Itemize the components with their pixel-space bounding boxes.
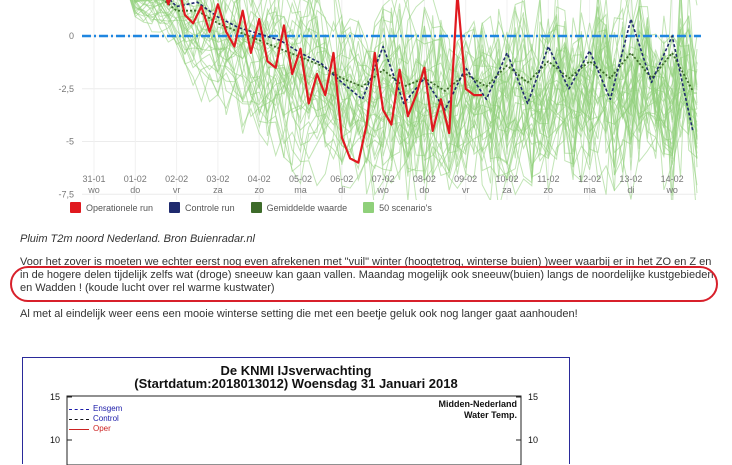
x-tick-date: 14-02 <box>660 174 684 184</box>
knmi-legend-oper-line <box>69 429 89 430</box>
y-tick-label: 0 <box>68 31 74 41</box>
x-tick-date: 05-02 <box>288 174 313 184</box>
x-tick-day: za <box>213 185 223 195</box>
knmi-location-region: Midden-Nederland <box>438 399 517 409</box>
paragraph-forecast: Voor het zover is moeten we echter eerst nog even afrekenen met "vuil" winter (hoogtetrog, winterse buien) )weer waarbij er in het ZO en Z en in de hogere delen tijdelijk zelfs wat (droge) sneeuw kan gaan vallen. Maandag mogelijk ook sneeuw(buien) langs de noordelijke kustgebieden en Wadden ! (koude lucht over rel warme kustwater) <box>20 256 714 294</box>
x-tick-date: 11-02 <box>537 174 560 184</box>
highlight-annotation <box>10 266 718 302</box>
paragraph-conclusion: Al met al eindelijk weer eens een mooie winterse setting die met een beetje geluk ook nog langer gaat aanhouden! <box>20 308 578 320</box>
x-tick-day: di <box>627 185 635 195</box>
knmi-y-tick-left: 10 <box>49 435 60 445</box>
knmi-location-variable: Water Temp. <box>463 410 517 420</box>
x-tick-date: 06-02 <box>330 174 354 184</box>
knmi-location <box>438 399 517 421</box>
legend-item-controle[interactable] <box>169 202 235 213</box>
knmi-legend <box>69 404 122 434</box>
legend-item-scenarios[interactable] <box>363 202 432 213</box>
x-tick-date: 31-01 <box>82 174 106 184</box>
x-tick-day: ma <box>583 185 596 195</box>
knmi-legend-control-line <box>69 419 89 420</box>
x-tick-day: zo <box>254 185 264 195</box>
x-tick-day: zo <box>543 185 554 195</box>
legend-item-operationele[interactable] <box>70 202 153 213</box>
y-axis-ticks <box>53 0 74 200</box>
x-tick-day: di <box>338 185 346 195</box>
temperature-plume-chart <box>0 0 732 200</box>
knmi-ice-forecast-chart <box>22 357 570 464</box>
legend-label-operationele: Operationele run <box>86 202 154 213</box>
x-tick-date: 08-02 <box>412 174 436 184</box>
x-tick-day: vr <box>461 185 470 195</box>
x-tick-date: 04-02 <box>247 174 271 184</box>
x-tick-day: ma <box>294 185 307 195</box>
knmi-legend-ensgem-label: Ensgem <box>93 404 123 413</box>
knmi-legend-oper-label: Oper <box>93 424 111 433</box>
chart-legend <box>70 202 432 213</box>
knmi-subtitle: (Startdatum:2018013012) Woensdag 31 Januari 2018 <box>134 376 458 391</box>
x-tick-day: do <box>419 185 430 195</box>
x-tick-day: za <box>502 185 512 195</box>
y-tick-label: -5 <box>65 136 74 147</box>
x-tick-day: wo <box>666 185 678 195</box>
knmi-legend-oper <box>69 424 122 434</box>
legend-label-gemiddelde: Gemiddelde waarde <box>266 202 348 213</box>
x-tick-date: 12-02 <box>578 174 602 184</box>
chart-caption: Pluim T2m noord Nederland. Bron Buienradar.nl <box>20 233 255 245</box>
knmi-legend-ensgem-line <box>69 409 89 410</box>
x-tick-date: 13-02 <box>619 174 643 184</box>
y-tick-label: -7,5 <box>58 189 74 200</box>
legend-swatch-scenarios <box>363 202 374 213</box>
x-tick-date: 10-02 <box>495 174 519 184</box>
x-tick-day: do <box>130 185 141 195</box>
x-tick-date: 02-02 <box>165 174 189 184</box>
x-tick-date: 07-02 <box>371 174 395 184</box>
knmi-legend-control <box>69 414 122 424</box>
x-tick-date: 01-02 <box>123 174 147 184</box>
knmi-legend-control-label: Control <box>93 414 119 423</box>
x-tick-day: vr <box>172 185 181 195</box>
x-tick-day: wo <box>88 185 100 195</box>
knmi-legend-ensgem <box>69 404 122 414</box>
legend-label-controle: Controle run <box>185 202 235 213</box>
legend-swatch-controle <box>169 202 180 213</box>
x-axis-ticks <box>82 174 683 195</box>
knmi-title: De KNMI IJsverwachting <box>220 363 372 378</box>
legend-label-scenarios: 50 scenario's <box>379 202 432 213</box>
legend-item-gemiddelde[interactable] <box>251 202 348 213</box>
legend-swatch-gemiddelde <box>251 202 262 213</box>
knmi-y-tick-right: 15 <box>528 392 539 402</box>
knmi-y-tick-right: 10 <box>528 435 539 445</box>
y-tick-label: -2,5 <box>58 83 74 94</box>
x-tick-date: 03-02 <box>206 174 230 184</box>
x-tick-day: wo <box>377 185 389 195</box>
legend-swatch-operationele <box>70 202 81 213</box>
x-tick-date: 09-02 <box>454 174 478 184</box>
knmi-y-tick-left: 15 <box>49 392 60 402</box>
